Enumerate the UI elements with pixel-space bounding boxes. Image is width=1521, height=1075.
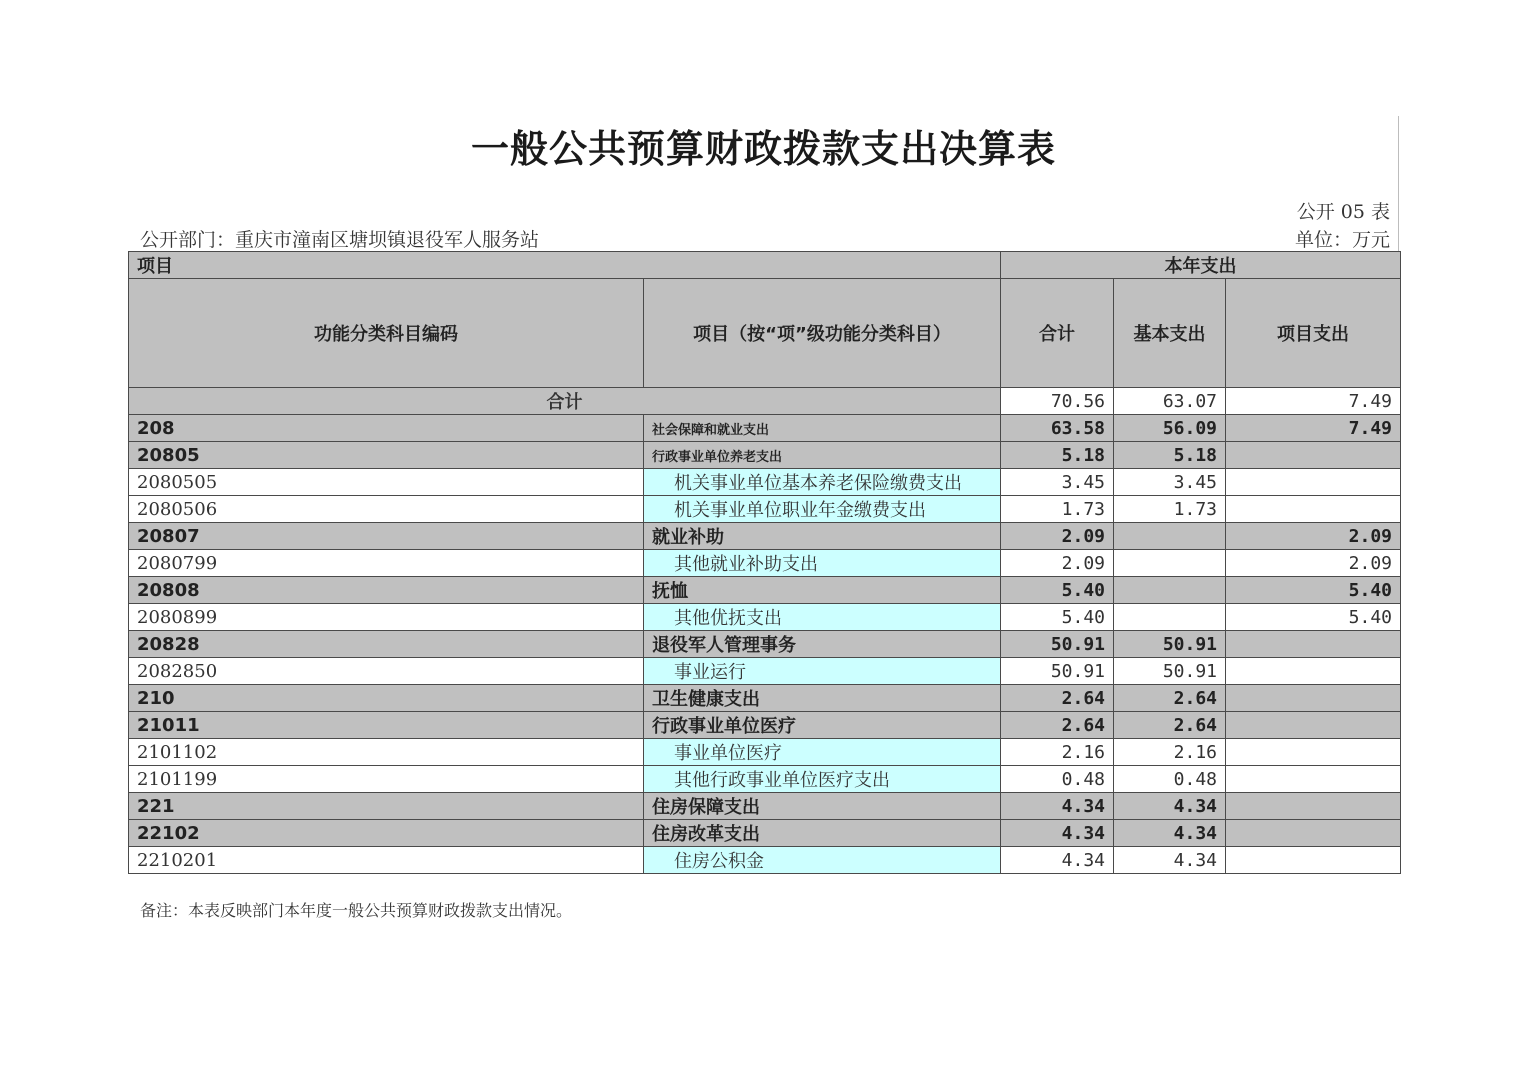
table-row-group — [129, 577, 1401, 604]
header-basic-column: 基本支出 — [1114, 279, 1226, 388]
row-basic: 0.48 — [1114, 766, 1226, 793]
table-row — [129, 496, 1401, 523]
row-total: 4.34 — [1001, 847, 1114, 874]
row-code: 2080506 — [129, 496, 644, 523]
row-code: 2080899 — [129, 604, 644, 631]
row-code: 2101102 — [129, 739, 644, 766]
row-basic: 4.34 — [1114, 847, 1226, 874]
total-project: 7.49 — [1226, 388, 1401, 415]
table-row-group — [129, 793, 1401, 820]
row-basic: 2.64 — [1114, 685, 1226, 712]
row-project — [1226, 496, 1401, 523]
row-code: 2101199 — [129, 766, 644, 793]
row-code: 221 — [129, 793, 644, 820]
row-code: 20805 — [129, 442, 644, 469]
row-project — [1226, 793, 1401, 820]
row-project — [1226, 712, 1401, 739]
row-name: 就业补助 — [644, 523, 1001, 550]
header-current-year: 本年支出 — [1001, 252, 1401, 279]
row-project — [1226, 442, 1401, 469]
header-name-column: 项目（按“项”级功能分类科目） — [644, 279, 1001, 388]
header-project-column: 项目支出 — [1226, 279, 1401, 388]
row-name: 住房改革支出 — [644, 820, 1001, 847]
row-total: 63.58 — [1001, 415, 1114, 442]
row-project — [1226, 469, 1401, 496]
row-basic: 50.91 — [1114, 631, 1226, 658]
header-code-column: 功能分类科目编码 — [129, 279, 644, 388]
row-total: 3.45 — [1001, 469, 1114, 496]
row-project — [1226, 847, 1401, 874]
row-code: 208 — [129, 415, 644, 442]
table-row-group — [129, 442, 1401, 469]
row-code: 2080505 — [129, 469, 644, 496]
row-total: 2.64 — [1001, 685, 1114, 712]
table-body — [129, 415, 1401, 874]
row-name: 事业单位医疗 — [644, 739, 1001, 766]
row-name: 机关事业单位职业年金缴费支出 — [644, 496, 1001, 523]
row-code: 20828 — [129, 631, 644, 658]
table-note: 备注：本表反映部门本年度一般公共预算财政拨款支出情况。 — [140, 901, 573, 920]
row-code: 2210201 — [129, 847, 644, 874]
row-total: 4.34 — [1001, 793, 1114, 820]
row-project — [1226, 766, 1401, 793]
row-basic: 5.18 — [1114, 442, 1226, 469]
row-code: 20807 — [129, 523, 644, 550]
row-basic: 56.09 — [1114, 415, 1226, 442]
table-row — [129, 658, 1401, 685]
row-basic: 1.73 — [1114, 496, 1226, 523]
row-basic: 3.45 — [1114, 469, 1226, 496]
row-basic: 4.34 — [1114, 793, 1226, 820]
row-project — [1226, 739, 1401, 766]
table-header — [129, 252, 1401, 415]
row-project: 7.49 — [1226, 415, 1401, 442]
header-project: 项目 — [129, 252, 1001, 279]
row-code: 21011 — [129, 712, 644, 739]
row-project: 2.09 — [1226, 523, 1401, 550]
row-total: 2.64 — [1001, 712, 1114, 739]
row-total: 1.73 — [1001, 496, 1114, 523]
row-total: 2.16 — [1001, 739, 1114, 766]
row-basic: 4.34 — [1114, 820, 1226, 847]
row-total: 5.40 — [1001, 577, 1114, 604]
unit-label: 单位：万元 — [1294, 229, 1390, 251]
row-name: 其他优抚支出 — [644, 604, 1001, 631]
row-basic — [1114, 523, 1226, 550]
row-total: 50.91 — [1001, 631, 1114, 658]
table-row-group — [129, 631, 1401, 658]
row-project: 2.09 — [1226, 550, 1401, 577]
row-name: 社会保障和就业支出 — [644, 415, 1001, 442]
row-basic: 2.64 — [1114, 712, 1226, 739]
row-total: 5.18 — [1001, 442, 1114, 469]
row-total: 2.09 — [1001, 550, 1114, 577]
table-row-group — [129, 820, 1401, 847]
page-title: 一般公共预算财政拨款支出决算表 — [470, 127, 1056, 171]
row-basic: 2.16 — [1114, 739, 1226, 766]
table-row — [129, 766, 1401, 793]
row-name: 卫生健康支出 — [644, 685, 1001, 712]
row-basic — [1114, 604, 1226, 631]
table-row — [129, 604, 1401, 631]
row-project — [1226, 631, 1401, 658]
row-total: 4.34 — [1001, 820, 1114, 847]
row-basic — [1114, 577, 1226, 604]
table-row — [129, 469, 1401, 496]
total-amount: 70.56 — [1001, 388, 1114, 415]
row-code: 20808 — [129, 577, 644, 604]
budget-table — [128, 251, 1401, 874]
row-basic — [1114, 550, 1226, 577]
row-name: 行政事业单位医疗 — [644, 712, 1001, 739]
row-code: 22102 — [129, 820, 644, 847]
table-row-group — [129, 712, 1401, 739]
header-total-column: 合计 — [1001, 279, 1114, 388]
total-basic: 63.07 — [1114, 388, 1226, 415]
department-label: 公开部门：重庆市潼南区塘坝镇退役军人服务站 — [140, 229, 540, 251]
row-name: 住房保障支出 — [644, 793, 1001, 820]
table-row-group — [129, 415, 1401, 442]
table-row-group — [129, 685, 1401, 712]
total-row — [129, 388, 1401, 415]
row-total: 2.09 — [1001, 523, 1114, 550]
row-code: 2080799 — [129, 550, 644, 577]
row-project — [1226, 685, 1401, 712]
row-name: 事业运行 — [644, 658, 1001, 685]
row-name: 行政事业单位养老支出 — [644, 442, 1001, 469]
row-name: 机关事业单位基本养老保险缴费支出 — [644, 469, 1001, 496]
table-row — [129, 847, 1401, 874]
row-name: 其他就业补助支出 — [644, 550, 1001, 577]
row-code: 2082850 — [129, 658, 644, 685]
row-basic: 50.91 — [1114, 658, 1226, 685]
table-row — [129, 739, 1401, 766]
row-total: 50.91 — [1001, 658, 1114, 685]
table-row-group — [129, 523, 1401, 550]
row-project: 5.40 — [1226, 577, 1401, 604]
total-label: 合计 — [129, 388, 1001, 415]
row-total: 5.40 — [1001, 604, 1114, 631]
table-row — [129, 550, 1401, 577]
row-total: 0.48 — [1001, 766, 1114, 793]
row-project: 5.40 — [1226, 604, 1401, 631]
form-number: 公开 05 表 — [1296, 201, 1390, 223]
row-name: 住房公积金 — [644, 847, 1001, 874]
row-name: 退役军人管理事务 — [644, 631, 1001, 658]
row-code: 210 — [129, 685, 644, 712]
row-name: 抚恤 — [644, 577, 1001, 604]
row-project — [1226, 658, 1401, 685]
row-project — [1226, 820, 1401, 847]
row-name: 其他行政事业单位医疗支出 — [644, 766, 1001, 793]
